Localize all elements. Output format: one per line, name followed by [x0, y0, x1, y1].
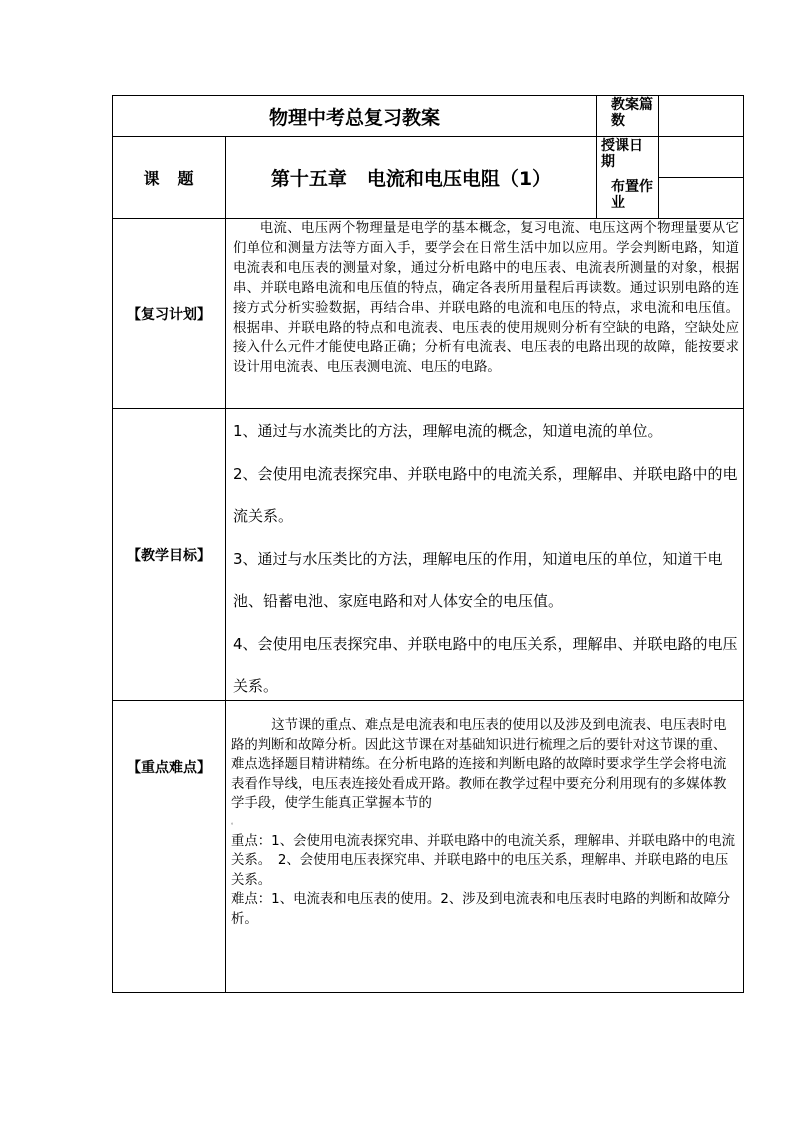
lesson-count-value	[659, 96, 743, 136]
goal-item-2: 2、会使用电流表探究串、并联电路中的电流关系，理解串、并联电路中的电流关系。	[233, 464, 738, 525]
key-intro-text: 这节课的重点、难点是电流表和电压表的使用以及涉及到电流表、电压表时电路的判断和故障分析。因此这节课在对基础知识进行梳理之后的要针对这节课的重、难点选择题目精讲精练。在分析电路的连接和判断电路的故障时要求学生学会将电流表看作导线，电压表连接处看成开路。教师在教学过程中要充分利用现有的多媒体教学手段，使学生能真正掌握本节的	[231, 718, 727, 811]
lesson-count-label: 教案篇数	[611, 97, 653, 129]
teach-date-label: 授课日期	[601, 138, 643, 170]
table-border-right	[743, 95, 744, 993]
goal-item-1: 1、通过与水流类比的方法，理解电流的概念，知道电流的单位。	[233, 422, 663, 440]
key-focus-text: 重点：1、会使用电流表探究串、并联电路中的电流关系，理解串、并联电路中的电流关系。 2、会使用电压表探究串、并联电路中的电压关系，理解串、并联电路的电压关系。	[231, 833, 735, 888]
key-small-mark: 。	[231, 818, 238, 826]
teaching-goals-label: 【教学目标】	[127, 547, 211, 564]
chapter-number: 第十五章	[270, 168, 347, 190]
key-difficult-content	[226, 701, 743, 992]
homework-value	[659, 178, 743, 218]
course-label: 课 题	[143, 169, 195, 188]
review-plan-label: 【复习计划】	[127, 306, 211, 323]
teach-date-value	[659, 137, 743, 177]
homework-label: 布置作业	[611, 179, 653, 211]
key-difficult-label: 【重点难点】	[127, 760, 211, 776]
key-difficulty-text: 难点：1、电流表和电压表的使用。2、涉及到电流表和电压表时电路的判断和故障分析。	[231, 892, 731, 927]
column-divider-meta	[596, 95, 597, 219]
teaching-goals-content	[226, 409, 743, 700]
review-plan-text: 电流、电压两个物理量是电学的基本概念，复习电流、电压这两个物理量要从它们单位和测量方法等方面入手，要学会在日常生活中加以应用。学会判断电路，知道电流表和电压表的测量对象，通过分析电路中的电压表、电流表所测量的对象，根据串、并联电路电流和电压值的特点，确定各表所用量程后再读数。通过识别电路的连接方式分析实验数据，再结合串、并联电路的电流和电压的特点，求电流和电压值。根据串、并联电路的特点和电流表、电压表的使用规则分析有空缺的电路，空缺处应接入什么元件才能使电路正确；分析有电流表、电压表的电路出现的故障，能按要求设计用电流表、电压表测电流、电压的电路。	[233, 221, 739, 376]
page-title: 物理中考总复习教案	[268, 106, 440, 129]
review-plan-content	[226, 219, 743, 408]
table-border-bottom	[112, 992, 744, 993]
goal-item-4: 4、会使用电压表探究串、并联电路中的电压关系，理解串、并联电路的电压关系。	[233, 634, 738, 695]
goal-item-3: 3、通过与水压类比的方法，理解电压的作用，知道电压的单位，知道干电池、铅蓄电池、家庭电路和对人体安全的电压值。	[233, 549, 723, 610]
chapter-heading	[226, 137, 596, 218]
chapter-title: 电流和电压电阻（1）	[366, 168, 552, 190]
